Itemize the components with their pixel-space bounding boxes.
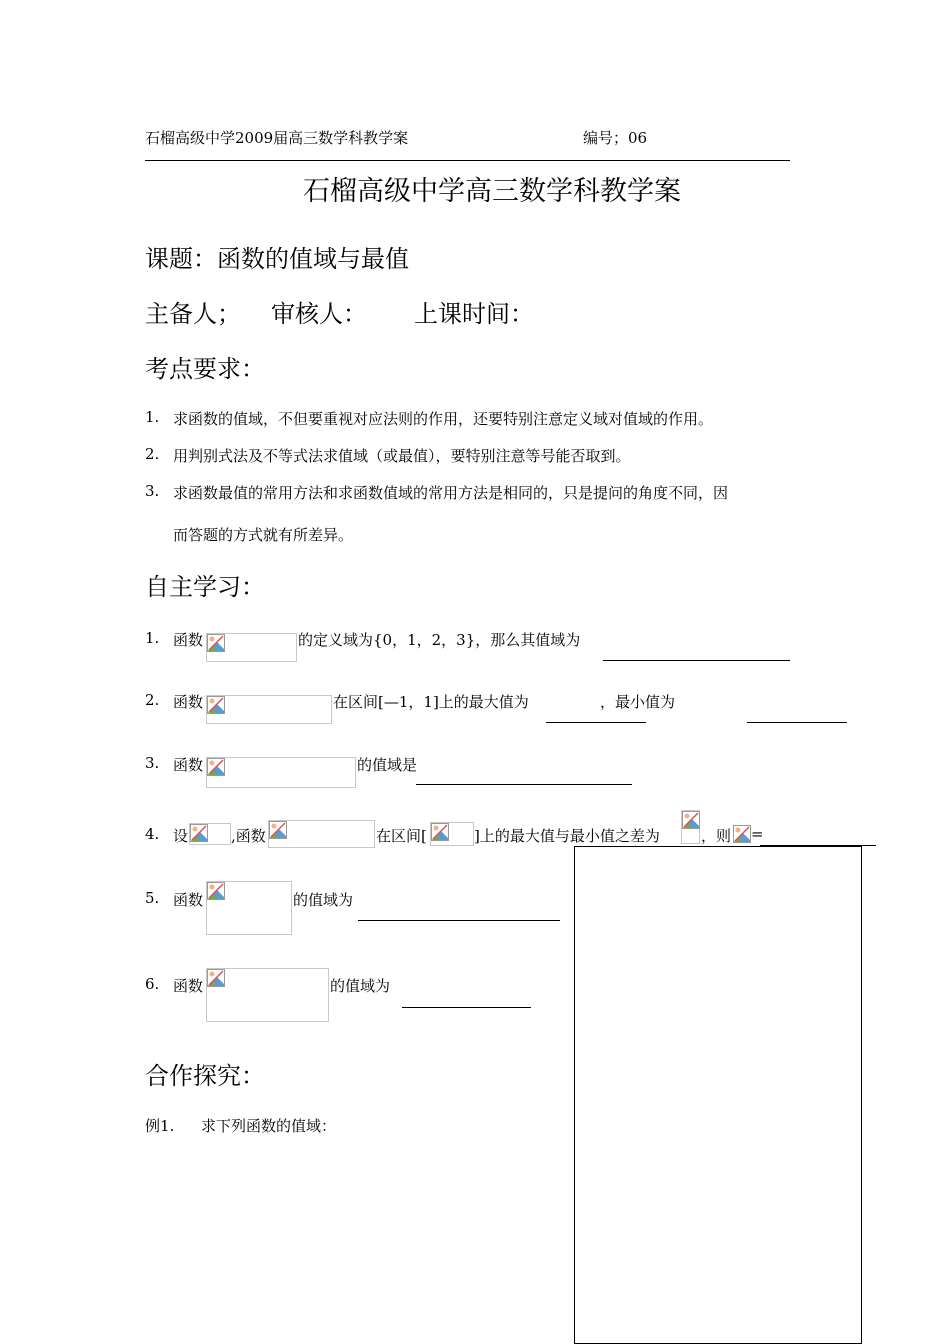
q2-num: 2. (145, 691, 160, 709)
broken-image-icon (269, 821, 287, 839)
example-label: 例1. (145, 1117, 175, 1135)
broken-image-icon (207, 882, 225, 900)
req-3-continuation: 而答题的方式就有所差异。 (173, 526, 354, 544)
req-2-num: 2. (145, 445, 160, 463)
requirements-heading: 考点要求： (145, 355, 265, 383)
req-3-text: 求函数最值的常用方法和求函数值域的常用方法是相同的，只是提问的角度不同，因 (173, 484, 729, 502)
self-study-heading: 自主学习： (145, 573, 265, 601)
req-3-num: 3. (145, 482, 160, 500)
q4-text-f: = (751, 825, 764, 843)
broken-image-icon (207, 696, 225, 714)
broken-image-icon (207, 634, 225, 652)
cooperation-heading: 合作探究： (145, 1062, 265, 1090)
q3-text-b: 的值域是 (357, 756, 418, 774)
q5-num: 5. (145, 889, 160, 907)
q3-num: 3. (145, 754, 160, 772)
q3-formula-image (206, 757, 356, 788)
q4-text-a: 设 (173, 827, 189, 845)
reviewer-label: 审核人： (271, 300, 367, 328)
q1-answer-blank[interactable] (603, 660, 790, 661)
page-title: 石榴高级中学高三数学科教学案 (303, 176, 681, 207)
broken-image-icon (682, 811, 700, 829)
q4-text-c: 在区间[ (376, 827, 427, 845)
preparer-label: 主备人； (145, 300, 241, 328)
broken-image-icon (207, 969, 225, 987)
header-rule (145, 160, 790, 161)
req-1-text: 求函数的值域，不但要重视对应法则的作用，还要特别注意定义域对值域的作用。 (173, 410, 714, 428)
q2-text-b: 在区间[—1，1]上的最大值为 (333, 693, 529, 711)
broken-image-icon (207, 758, 225, 776)
q6-num: 6. (145, 975, 160, 993)
q2-text-a: 函数 (173, 693, 204, 711)
topic: 课题：函数的值域与最值 (145, 245, 409, 273)
q4-text-b: ,函数 (231, 827, 266, 845)
q4-text-d: ]上的最大值与最小值之差为 (474, 827, 660, 845)
q4-text-e: ，则 (701, 827, 732, 845)
q1-text-a: 函数 (173, 631, 204, 649)
q2-max-blank[interactable] (546, 722, 646, 723)
time-label: 上课时间： (414, 300, 534, 328)
example-text: 求下列函数的值域： (201, 1117, 337, 1135)
q5-answer-blank[interactable] (358, 920, 560, 921)
notes-box (574, 846, 862, 1344)
broken-image-icon (431, 823, 449, 841)
q1-text-b: 的定义域为{0，1，2，3}，那么其值域为 (298, 631, 581, 649)
q5-text-a: 函数 (173, 891, 204, 909)
q3-text-a: 函数 (173, 756, 204, 774)
req-2-text: 用判别式法及不等式法求值域（或最值），要特别注意等号能否取到。 (173, 447, 631, 465)
broken-image-icon (733, 825, 751, 843)
q3-answer-blank[interactable] (416, 784, 632, 785)
q5-text-b: 的值域为 (293, 891, 354, 909)
broken-image-icon (190, 824, 208, 842)
q2-min-blank[interactable] (747, 722, 847, 723)
q6-text-a: 函数 (173, 977, 204, 995)
req-1-num: 1. (145, 408, 160, 426)
q2-text-c: ，最小值为 (600, 693, 676, 711)
q1-num: 1. (145, 629, 160, 647)
header-left: 石榴高级中学2009届高三数学科教学案 (145, 129, 409, 147)
q6-answer-blank[interactable] (402, 1007, 531, 1008)
header-right: 编号；06 (583, 129, 648, 147)
q6-text-b: 的值域为 (330, 977, 391, 995)
q4-num: 4. (145, 825, 160, 843)
